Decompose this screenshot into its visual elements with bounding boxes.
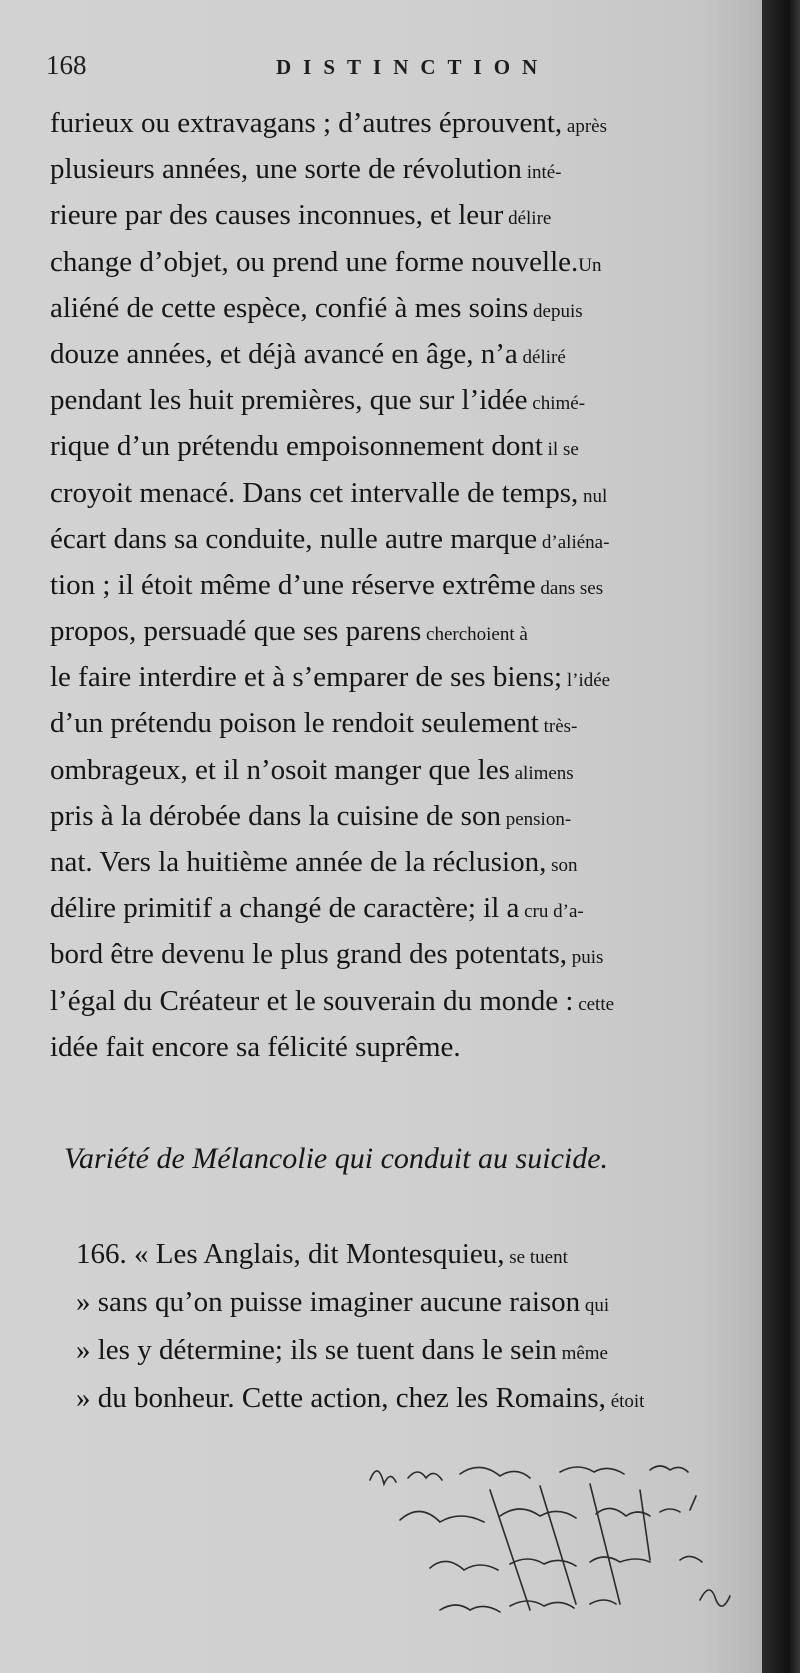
handwritten-annotation <box>360 1450 750 1650</box>
text-line: croyoit menacé. Dans cet intervalle de temps, nul <box>50 476 608 509</box>
text-line: » les y détermine; ils se tuent dans le sein même <box>76 1334 608 1366</box>
text-line: propos, persuadé que ses parens cherchoient à <box>50 615 528 648</box>
page-number: 168 <box>46 50 87 80</box>
text-line: rique d’un prétendu empoisonnement dont il se <box>50 430 579 463</box>
text-line: idée fait encore sa félicité suprême. <box>50 1030 461 1063</box>
text-line: pris à la dérobée dans la cuisine de son pension- <box>50 799 572 832</box>
text-line: d’un prétendu poison le rendoit seulement très- <box>50 707 578 740</box>
running-title: DISTINCTION <box>276 55 550 79</box>
text-line: bord être devenu le plus grand des potentats, puis <box>50 938 604 971</box>
text-line: délire primitif a changé de caractère; il a cru d’a- <box>50 892 584 925</box>
text-line: écart dans sa conduite, nulle autre marque d’aliéna- <box>50 522 610 555</box>
text-line: » sans qu’on puisse imaginer aucune raison qui <box>76 1286 610 1318</box>
text-line: tion ; il étoit même d’une réserve extrême dans ses <box>50 568 604 601</box>
text-line: » du bonheur. Cette action, chez les Romains, étoit <box>76 1382 645 1414</box>
text-line: furieux ou extravagans ; d’autres éprouvent, après <box>50 107 607 139</box>
paragraph-2 <box>76 1230 762 1422</box>
paragraph-1 <box>50 100 762 1070</box>
text-line: rieure par des causes inconnues, et leur délire <box>50 199 552 232</box>
text-line: plusieurs années, une sorte de révolution inté- <box>50 153 562 186</box>
text-line: change d’objet, ou prend une forme nouvelle.Un <box>50 245 602 278</box>
book-gutter-shadow <box>762 0 800 1673</box>
text-line: douze années, et déjà avancé en âge, n’a déliré <box>50 337 566 370</box>
text-line: nat. Vers la huitième année de la réclusion, son <box>50 846 578 878</box>
text-line: l’égal du Créateur et le souverain du monde : cette <box>50 984 615 1017</box>
text-line: ombrageux, et il n’osoit manger que les alimens <box>50 753 574 786</box>
text-line: 166. « Les Anglais, dit Montesquieu, se tuent <box>76 1238 568 1270</box>
text-line: aliéné de cette espèce, confié à mes soins depuis <box>50 291 583 324</box>
text-line: pendant les huit premières, que sur l’idée chimé- <box>50 384 586 417</box>
page-header <box>46 50 746 90</box>
text-line: le faire interdire et à s’emparer de ses biens; l’idée <box>50 661 611 694</box>
section-heading: Variété de Mélancolie qui conduit au suicide. <box>64 1142 609 1175</box>
